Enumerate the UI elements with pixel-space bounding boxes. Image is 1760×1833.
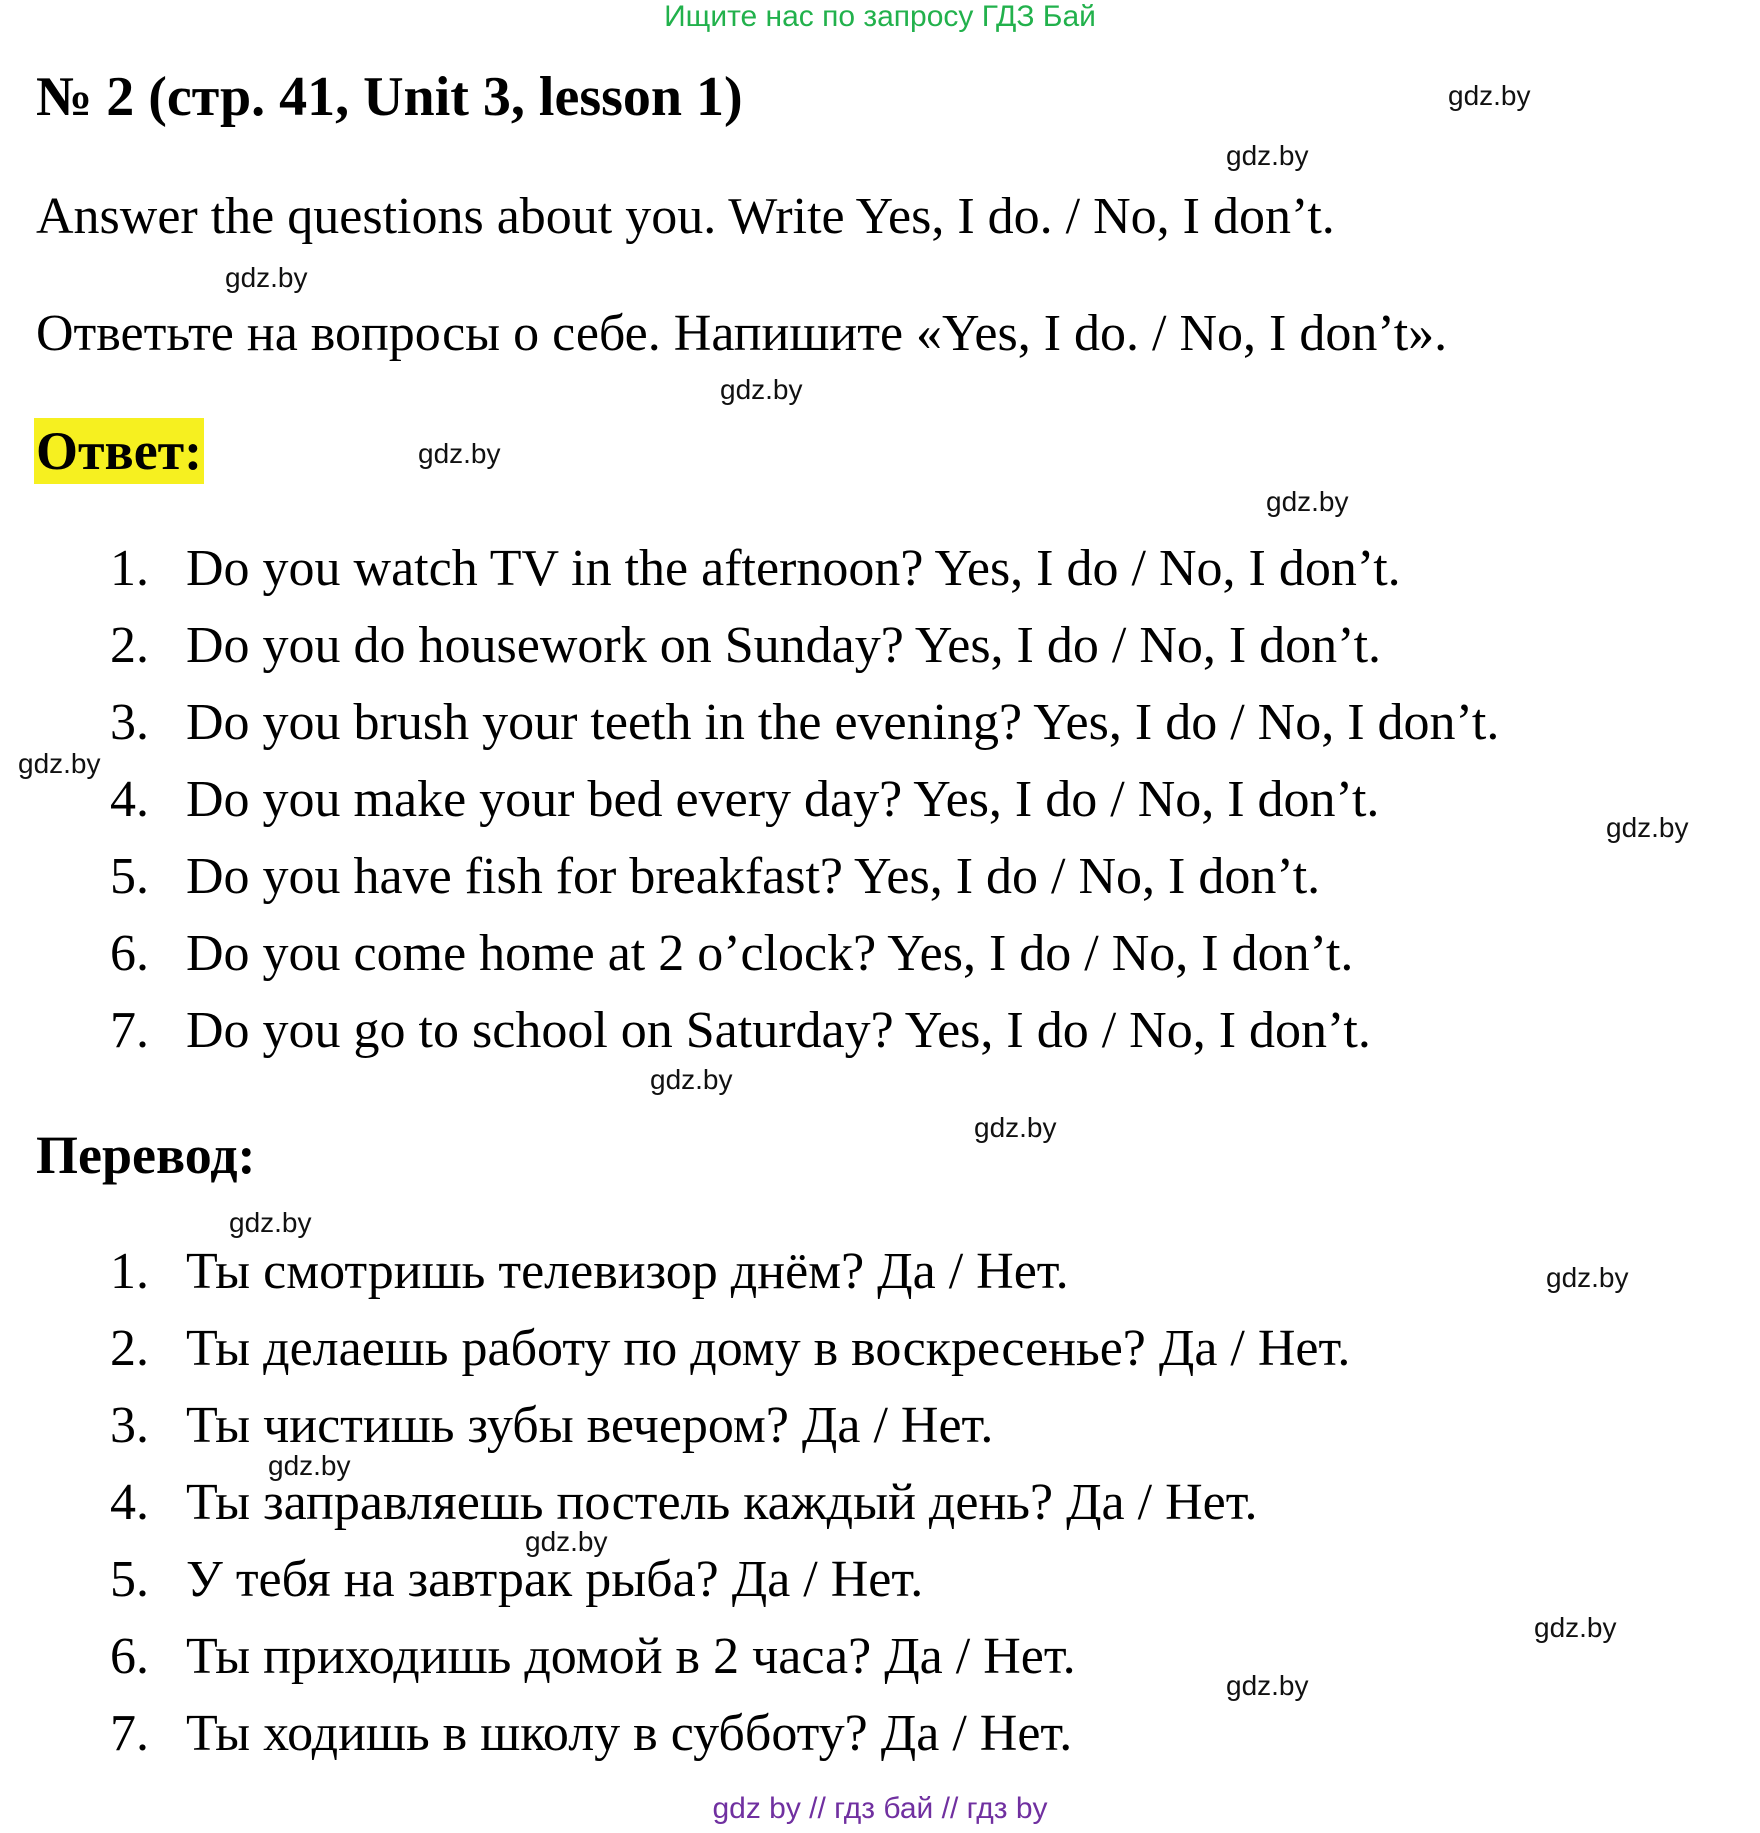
watermark: gdz.by (225, 262, 308, 293)
watermark: gdz.by (1534, 1612, 1617, 1643)
watermark: gdz.by (720, 374, 803, 405)
item-number: 5. (110, 1551, 149, 1608)
item-number: 2. (110, 1320, 149, 1377)
list-item (110, 1695, 1350, 1772)
list-item (110, 1541, 1350, 1618)
item-number: 4. (110, 1474, 149, 1531)
item-text: Ты чистишь зубы вечером? Да / Нет. (186, 1397, 994, 1454)
instruction-russian: Ответьте на вопросы о себе. Напишите «Yes, I do. / No, I don’t». (36, 305, 1448, 362)
list-item (110, 1618, 1350, 1695)
list-item (110, 761, 1499, 838)
watermark: gdz.by (974, 1112, 1057, 1143)
task-title: № 2 (стр. 41, Unit 3, lesson 1) (36, 66, 743, 128)
item-text: Do you do housework on Sunday? Yes, I do / No, I don’t. (186, 617, 1382, 674)
item-number: 1. (110, 1243, 149, 1300)
item-number: 4. (110, 771, 149, 828)
watermark: gdz.by (1546, 1262, 1629, 1293)
watermark: gdz.by (1226, 1670, 1309, 1701)
watermark: gdz.by (525, 1526, 608, 1557)
watermark: gdz.by (1226, 140, 1309, 171)
watermark: gdz.by (268, 1450, 351, 1481)
item-text: Do you come home at 2 o’clock? Yes, I do / No, I don’t. (186, 925, 1354, 982)
list-item (110, 992, 1499, 1069)
item-number: 7. (110, 1002, 149, 1059)
list-item (110, 684, 1499, 761)
top-banner: Ищите нас по запросу ГДЗ Бай (664, 0, 1096, 33)
list-item (110, 1233, 1350, 1310)
item-text: Ты ходишь в школу в субботу? Да / Нет. (186, 1705, 1073, 1762)
watermark: gdz.by (1266, 486, 1349, 517)
list-item (110, 1310, 1350, 1387)
item-text: Do you brush your teeth in the evening? Yes, I do / No, I don’t. (186, 694, 1500, 751)
answers-list (110, 530, 1499, 1069)
watermark: gdz.by (1448, 80, 1531, 111)
watermark: gdz.by (229, 1207, 312, 1238)
item-text: Ты приходишь домой в 2 часа? Да / Нет. (186, 1628, 1076, 1685)
item-text: Ты делаешь работу по дому в воскресенье? Да / Нет. (186, 1320, 1351, 1377)
watermark: gdz.by (650, 1064, 733, 1095)
answer-label: Ответ: (34, 418, 204, 484)
item-number: 3. (110, 694, 149, 751)
item-text: Do you make your bed every day? Yes, I do / No, I don’t. (186, 771, 1380, 828)
item-text: Do you watch TV in the afternoon? Yes, I do / No, I don’t. (186, 540, 1401, 597)
list-item (110, 530, 1499, 607)
instruction-english: Answer the questions about you. Write Yes, I do. / No, I don’t. (36, 188, 1335, 245)
item-text: Ты заправляешь постель каждый день? Да / Нет. (186, 1474, 1258, 1531)
list-item (110, 607, 1499, 684)
item-text: Do you have fish for breakfast? Yes, I do / No, I don’t. (186, 848, 1321, 905)
footer: gdz by // гдз бай // гдз by (712, 1792, 1048, 1825)
item-number: 1. (110, 540, 149, 597)
item-number: 3. (110, 1397, 149, 1454)
translations-list (110, 1233, 1350, 1772)
item-text: У тебя на завтрак рыба? Да / Нет. (186, 1551, 924, 1608)
watermark: gdz.by (18, 748, 101, 779)
item-text: Ты смотришь телевизор днём? Да / Нет. (186, 1243, 1069, 1300)
translation-label: Перевод: (36, 1125, 256, 1185)
watermark: gdz.by (1606, 812, 1689, 843)
item-text: Do you go to school on Saturday? Yes, I do / No, I don’t. (186, 1002, 1371, 1059)
item-number: 6. (110, 1628, 149, 1685)
item-number: 2. (110, 617, 149, 674)
list-item (110, 915, 1499, 992)
item-number: 5. (110, 848, 149, 905)
watermark: gdz.by (418, 438, 501, 469)
item-number: 6. (110, 925, 149, 982)
item-number: 7. (110, 1705, 149, 1762)
list-item (110, 838, 1499, 915)
